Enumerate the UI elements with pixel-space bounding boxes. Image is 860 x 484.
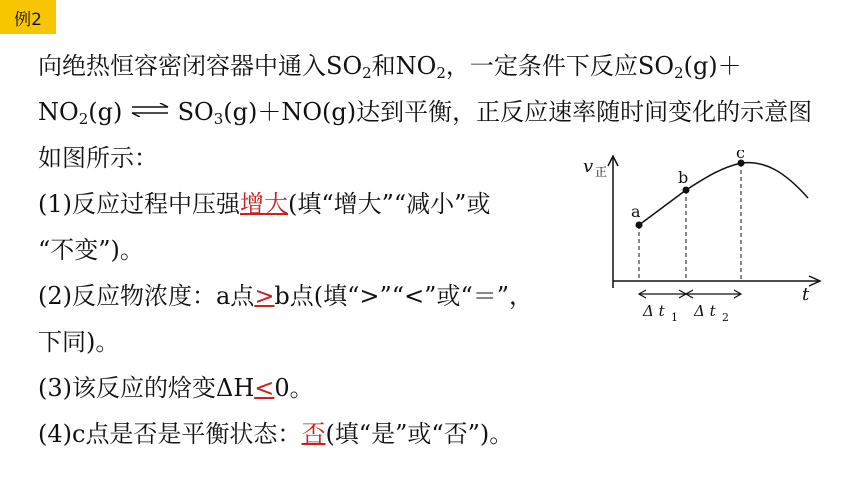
question-2-cont: 下同)。 xyxy=(38,328,120,356)
rate-curve xyxy=(639,163,808,225)
question-4: (4)c点是否是平衡状态：否(填“是”或“否”)。 xyxy=(38,420,514,448)
y-axis-label-sub: 正 xyxy=(595,165,608,179)
dt1-label: Δ t xyxy=(643,302,665,320)
question-1: (1)反应过程中压强增大(填“增大”“减小”或 xyxy=(38,190,491,218)
answer-3: < xyxy=(254,374,275,402)
question-2: (2)反应物浓度：a点>b点(填“>”“<”或“＝”， xyxy=(38,282,533,310)
question-1-cont: “不变”)。 xyxy=(38,236,144,264)
problem-line-3: 如图所示： xyxy=(38,144,158,172)
y-axis-label: v xyxy=(583,156,594,177)
x-axis-label: t xyxy=(802,284,810,305)
answer-2: > xyxy=(254,282,275,310)
point-c-label: c xyxy=(736,150,745,162)
example-badge: 例2 xyxy=(0,0,56,34)
question-3: (3)该反应的焓变ΔH<0。 xyxy=(38,374,314,402)
point-b-label: b xyxy=(678,168,689,187)
rate-time-graph xyxy=(580,150,830,330)
dt2-label-sub: 2 xyxy=(722,311,729,324)
dt2-label: Δ t xyxy=(694,302,716,320)
dt1-label-sub: 1 xyxy=(671,311,678,324)
problem-line-1: 向绝热恒容密闭容器中通入$SO_2$和$NO_2$，一定条件下反应$SO_2(g)+$ xyxy=(38,52,742,82)
equilibrium-arrow-icon xyxy=(130,103,170,117)
problem-line-2: $NO_2(g)$ $SO_3(g)+NO(g)$达到平衡，正反应速率随时间变化的示意图 xyxy=(38,98,813,128)
point-a xyxy=(636,222,643,229)
answer-4: 否 xyxy=(301,420,326,448)
point-a-label: a xyxy=(631,202,641,221)
point-b xyxy=(683,187,690,194)
answer-1: 增大 xyxy=(240,190,288,218)
